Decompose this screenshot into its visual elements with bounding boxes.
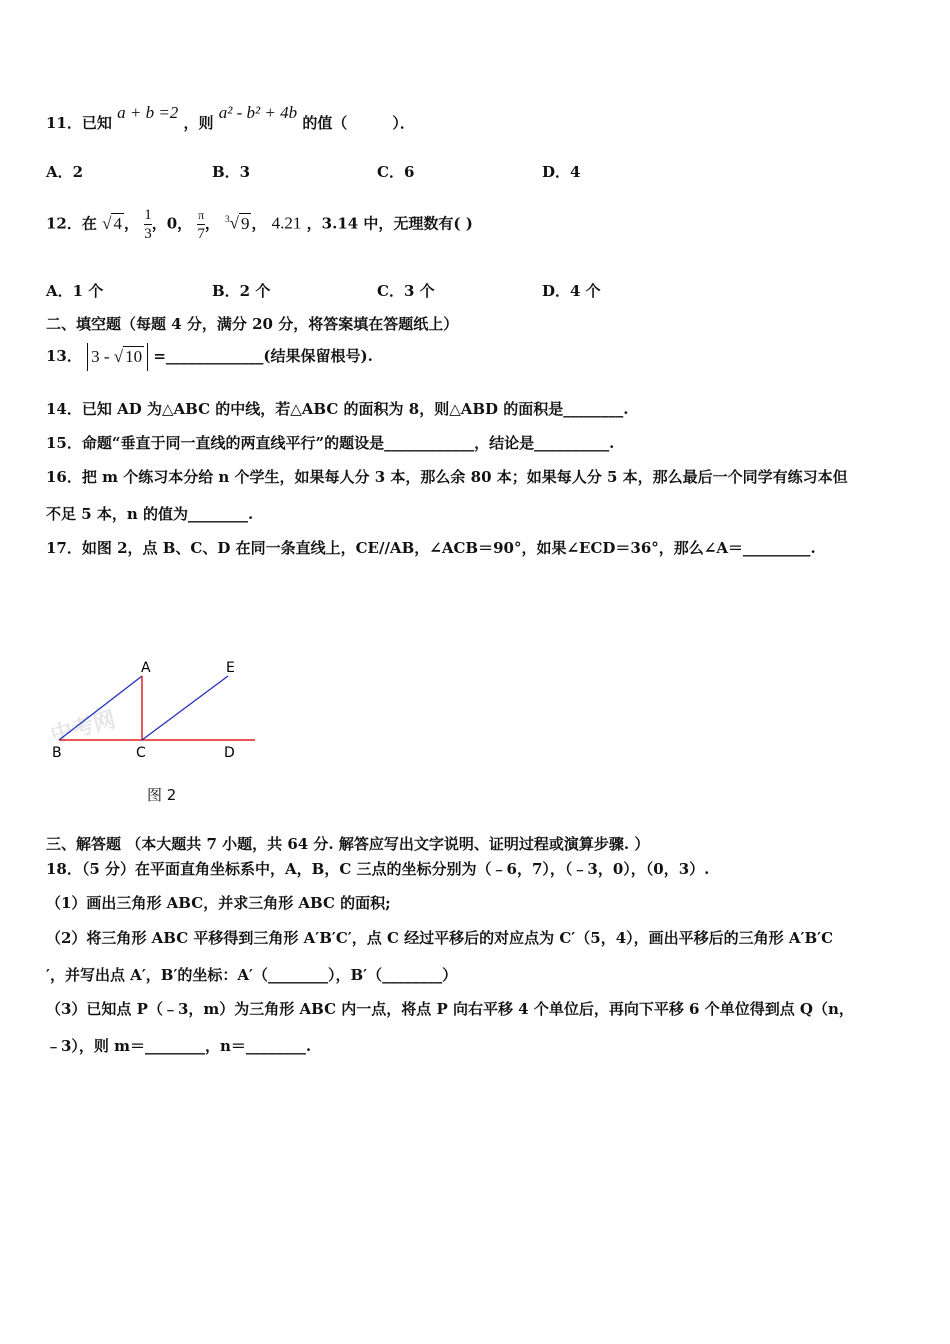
question-18-part-1: （1）画出三角形 ABC，并求三角形 ABC 的面积; — [46, 894, 391, 912]
point-c-label: C — [136, 745, 146, 761]
fraction-bar — [197, 224, 205, 225]
question-18-intro: 18．（5 分）在平面直角坐标系中，A，B，C 三点的坐标分别为（﹣6，7），（﹣3，0），（0，3）. — [46, 860, 710, 878]
q11-option-c: C．6 — [377, 163, 415, 181]
q12-cube-root-9: $^3$√ 9 — [225, 213, 250, 233]
fraction-bar — [144, 224, 152, 225]
question-18-part-2-line-1: （2）将三角形 ABC 平移得到三角形 A′B′C′，点 C 经过平移后的对应点为 C′（5，4），画出平移后的三角形 A′B′C — [46, 929, 834, 947]
point-d-label: D — [224, 745, 235, 761]
q13-prefix: 13． — [46, 347, 82, 365]
q13-sqrt-10: √ 10 — [113, 347, 143, 366]
q12-option-b: B．2 个 — [212, 282, 271, 300]
q11-suffix: 的值（ ）． — [302, 114, 415, 132]
q12-sqrt-4-radicand: 4 — [113, 213, 122, 233]
q11-condition: a + b =2 — [117, 103, 179, 122]
question-18-part-3-line-2: ﹣3），则 m＝________，n＝________. — [46, 1037, 312, 1055]
point-b-label: B — [52, 745, 62, 761]
figure-2-diagram — [40, 655, 260, 785]
q11-prefix: 11．已知 — [46, 114, 112, 132]
question-18-part-3-line-1: （3）已知点 P（﹣3，m）为三角形 ABC 内一点，将点 P 向右平移 4 个单位后，再向下平移 6 个单位得到点 Q（n， — [46, 1000, 854, 1018]
point-e-label: E — [226, 660, 235, 676]
q12-fraction-one-third — [144, 207, 152, 242]
question-12: 12．在 √ 4 ， $\frac{1}{3}$ ，0， $\frac{\pi}{7}$ ， $^3$√ 9 ， 4.21 ，3.14 中，无理数有( ) — [46, 196, 473, 242]
question-15: 15．命题“垂直于同一直线的两直线平行”的题设是____________，结论是__________. — [46, 434, 615, 452]
q12-suffix: ，3.14 中，无理数有( ) — [306, 214, 473, 233]
q11-option-b: B．3 — [212, 163, 251, 181]
point-a-label: A — [141, 660, 151, 676]
q12-cube-root-index: 3 — [225, 214, 230, 224]
q12-option-a: A．1 个 — [46, 282, 104, 300]
q12-frac1-numerator: 1 — [144, 207, 152, 224]
q12-option-c: C．3 个 — [377, 282, 435, 300]
watermark: 中考网 — [48, 707, 119, 749]
q12-option-d: D．4 个 — [542, 282, 601, 300]
q12-cube-root-radicand: 9 — [240, 213, 250, 233]
q11-expression: a² - b² + 4b — [218, 103, 298, 122]
section-3-heading: 三、解答题 （本大题共 7 小题，共 64 分. 解答应写出文字说明、证明过程或演算步骤. ） — [46, 835, 650, 853]
q12-sqrt-4: √ 4 — [102, 213, 122, 233]
segment-ce — [142, 676, 228, 740]
q12-repeating-decimal: 4.21 — [271, 213, 302, 233]
q13-absolute-value — [87, 343, 148, 371]
question-11 — [46, 103, 415, 133]
question-16-line-1: 16．把 m 个练习本分给 n 个学生，如果每人分 3 本，那么余 80 本；如果每人分 5 本，那么最后一个同学有练习本但 — [46, 468, 848, 486]
section-2-heading: 二、填空题（每题 4 分，满分 20 分，将答案填在答题纸上） — [46, 315, 459, 333]
q12-prefix: 12．在 — [46, 214, 97, 233]
q12-fraction-pi-seventh — [197, 207, 205, 242]
question-14: 14．已知 AD 为△ABC 的中线，若△ABC 的面积为 8，则△ABD 的面积是________. — [46, 400, 629, 418]
q11-mid: ，则 — [183, 114, 214, 132]
q12-zero: ，0， — [151, 214, 193, 233]
q13-abs-part: 3 - — [91, 347, 114, 366]
q13-suffix: =_____________(结果保留根号). — [153, 347, 373, 365]
q13-sqrt-radicand: 10 — [125, 347, 143, 366]
question-13 — [46, 340, 373, 372]
q12-frac2-denominator: 7 — [197, 226, 205, 243]
q11-option-d: D．4 — [542, 163, 581, 181]
q12-frac2-numerator: π — [198, 208, 205, 223]
question-17: 17．如图 2，点 B、C、D 在同一条直线上，CE//AB，∠ACB＝90°，如果∠ECD＝36°，那么∠A＝_________. — [46, 539, 816, 557]
q11-option-a: A．2 — [46, 163, 84, 181]
question-16-line-2: 不足 5 本，n 的值为________. — [46, 505, 254, 523]
q12-frac1-denominator: 3 — [144, 226, 152, 243]
figure-2-caption: 图 2 — [147, 786, 177, 804]
question-18-part-2-line-2: ′，并写出点 A′，B′的坐标：A′（________），B′（________） — [46, 966, 458, 984]
